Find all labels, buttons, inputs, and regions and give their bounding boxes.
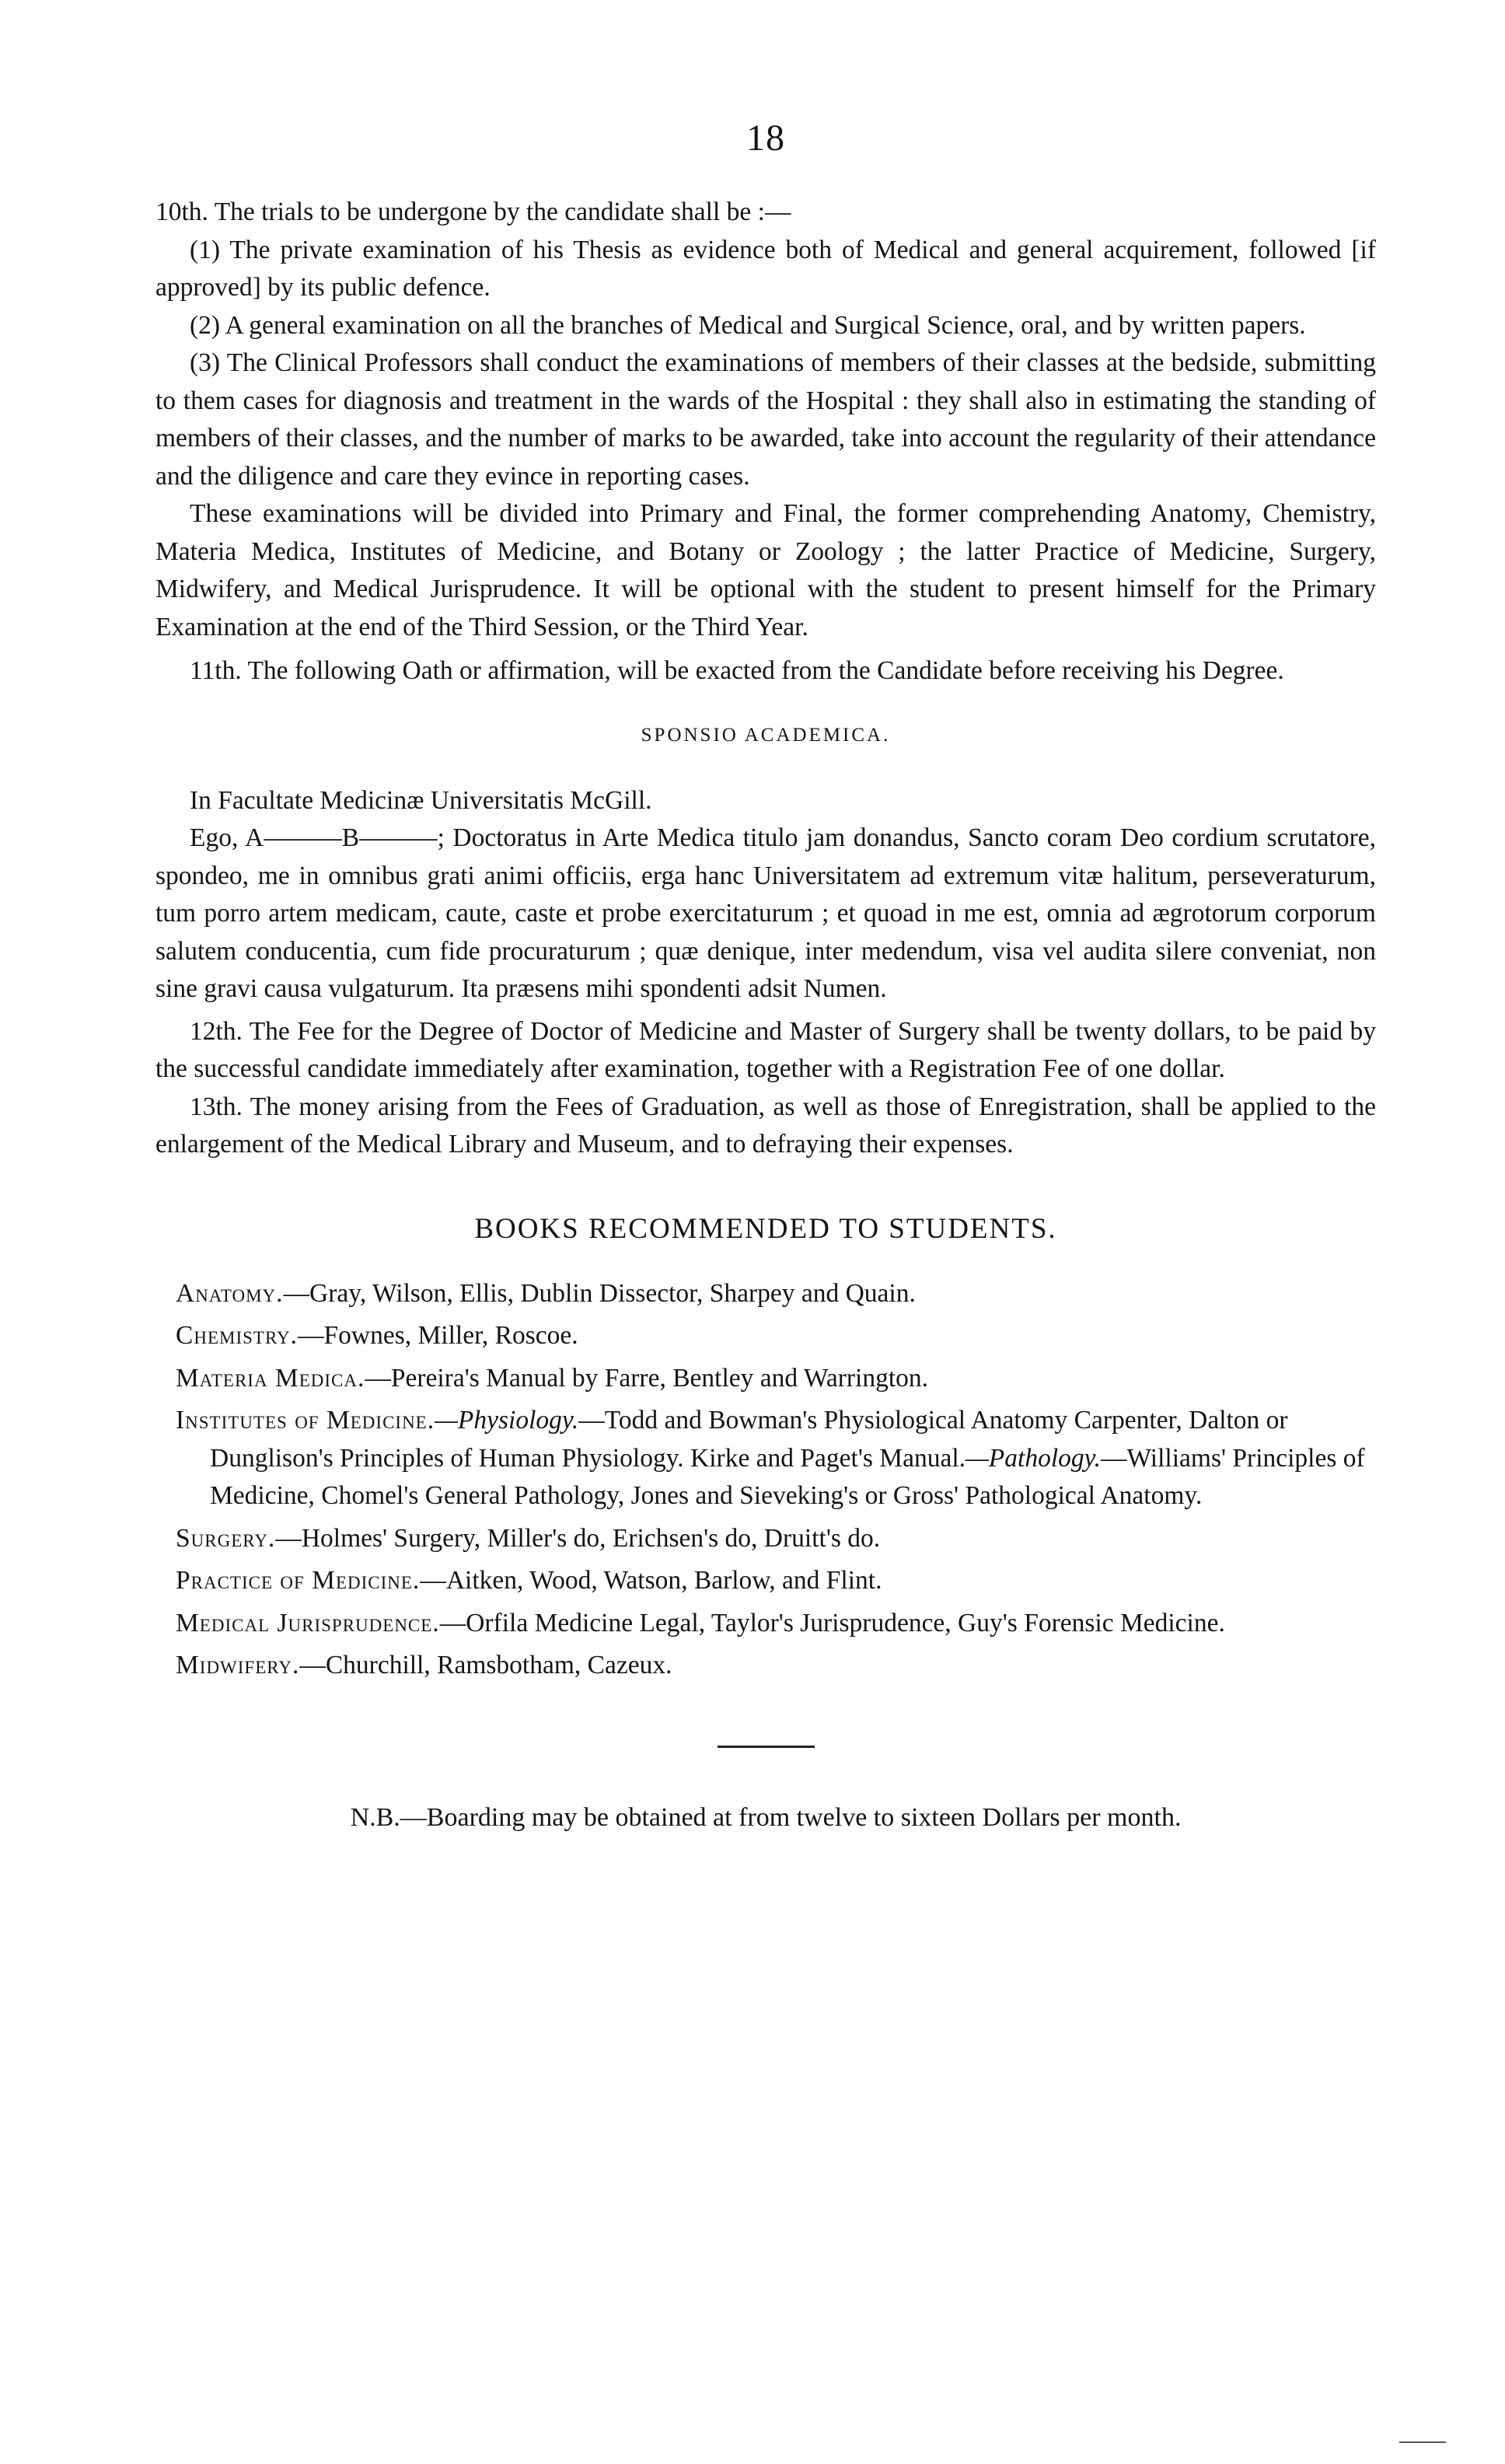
- footer-note: N.B.—Boarding may be obtained at from twelve to sixteen Dollars per month.: [350, 1802, 1182, 1832]
- book-subject: Chemistry.: [176, 1321, 299, 1350]
- book-entry-practice-of-medicine: [155, 1562, 1376, 1600]
- book-list: —Aitken, Wood, Watson, Barlow, and Flint.: [420, 1566, 882, 1595]
- book-entry-chemistry: [155, 1317, 1376, 1355]
- rule-thirteenth: 13th. The money arising from the Fees of Graduation, as well as those of Enregistration, shall be applied to the enlargement of the Medical Library and Museum, and to defraying their expenses.: [155, 1092, 1376, 1159]
- page-number: 18: [746, 117, 785, 159]
- book-entry-midwifery: [155, 1647, 1376, 1685]
- sponsio-body: Ego, A———B———; Doctoratus in Arte Medica titulo jam donandus, Sancto coram Deo cordium scrutatore, spondeo, me in omnibus grati animi officiis, erga hanc Universitatem ad extremum vitæ halitum, perseveraturum, tum porro artem medicam, caute, caste et probe exercitaturum ; et quoad in me est, omnia ad ægrotorum corporum salutem conducentia, cum fide procuraturum ; quæ denique, inter medendum, visa vel audita silere conveniat, non sine gravi causa vulgaturum. Ita præsens mihi spondenti adsit Numen.: [155, 823, 1376, 1003]
- book-entry-institutes-of-medicine: [155, 1402, 1376, 1515]
- examinations-note: These examinations will be divided into Primary and Final, the former comprehending Anatomy, Chemistry, Materia Medica, Institutes of Medicine, and Botany or Zoology ; the latter Practice of Medicine, Surgery, Midwifery, and Medical Jurisprudence. It will be optional with the student to present himself for the Primary Examination at the end of the Third Session, or the Third Year.: [155, 499, 1376, 641]
- book-entry-medical-jurisprudence: [155, 1605, 1376, 1643]
- book-subject: Midwifery.: [176, 1651, 300, 1679]
- section-divider: [718, 1746, 815, 1748]
- book-subject: Materia Medica.: [176, 1363, 365, 1393]
- rule-twelfth: 12th. The Fee for the Degree of Doctor of Medicine and Master of Surgery shall be twenty dollars, to be paid by the successful candidate immediately after examination, together with a Registration Fee of one dollar.: [155, 1016, 1376, 1083]
- document-page: [155, 117, 1376, 1837]
- book-list: —Orfila Medicine Legal, Taylor's Jurisprudence, Guy's Forensic Medicine.: [439, 1608, 1225, 1637]
- rule-tenth-item-2: (2) A general examination on all the branches of Medical and Surgical Science, oral, and by written papers.: [190, 310, 1306, 340]
- books-heading: BOOKS RECOMMENDED TO STUDENTS.: [474, 1212, 1057, 1245]
- book-list: —Churchill, Ramsbotham, Cazeux.: [299, 1651, 672, 1679]
- rule-tenth-item-3: (3) The Clinical Professors shall conduct the examinations of members of their classes at the bedside, submitting to them cases for diagnosis and treatment in the wards of the Hospital : they shall also in estimating the standing of members of their classes, and the number of marks to be awarded, take into account the regularity of their attendance and the diligence and care they evince in reporting cases.: [155, 348, 1376, 491]
- sponsio-heading: In Facultate Medicinæ Universitatis McGill.: [190, 785, 652, 815]
- book-entry-materia-medica: [155, 1360, 1376, 1398]
- book-list: —Gray, Wilson, Ellis, Dublin Dissector, Sharpey and Quain.: [283, 1278, 916, 1308]
- book-subject: Anatomy.: [176, 1278, 284, 1308]
- rule-eleventh: 11th. The following Oath or affirmation, will be exacted from the Candidate before receiving his Degree.: [190, 656, 1284, 685]
- book-entry-surgery: [155, 1520, 1376, 1558]
- sponsio-title: SPONSIO ACADEMICA.: [641, 724, 891, 746]
- book-subject: Medical Jurisprudence.: [176, 1608, 440, 1637]
- book-subsubject-physiology: —Physiology.: [435, 1406, 579, 1435]
- rule-tenth-intro: 10th. The trials to be undergone by the candidate shall be :—: [155, 197, 791, 226]
- book-list: —Fownes, Miller, Roscoe.: [298, 1321, 578, 1350]
- book-list: —Todd and Bowman's Physiological Anatomy Carpenter, Dalton or Dunglison's Principles of Human Physiology. Kirke and Paget's Manual.: [210, 1406, 1288, 1473]
- corner-rule: [1399, 2441, 1446, 2443]
- book-subject: Practice of Medicine.: [176, 1566, 421, 1595]
- book-list: —Holmes' Surgery, Miller's do, Erichsen's do, Druitt's do.: [275, 1523, 881, 1553]
- rule-tenth-item-1: (1) The private examination of his Thesis as evidence both of Medical and general acquirement, followed [if approved] by its public defence.: [155, 235, 1376, 302]
- book-subsubject-pathology: —Pathology.: [966, 1443, 1102, 1473]
- book-subject: Institutes of Medicine.: [176, 1406, 435, 1435]
- book-entry-anatomy: [155, 1275, 1376, 1313]
- book-list: —Williams' Principles of Medicine, Chomel's General Pathology, Jones and Sieveking's or Gross' Pathological Anatomy.: [210, 1443, 1365, 1510]
- book-subject: Surgery.: [176, 1523, 276, 1553]
- book-list: —Pereira's Manual by Farre, Bentley and Warrington.: [365, 1363, 929, 1393]
